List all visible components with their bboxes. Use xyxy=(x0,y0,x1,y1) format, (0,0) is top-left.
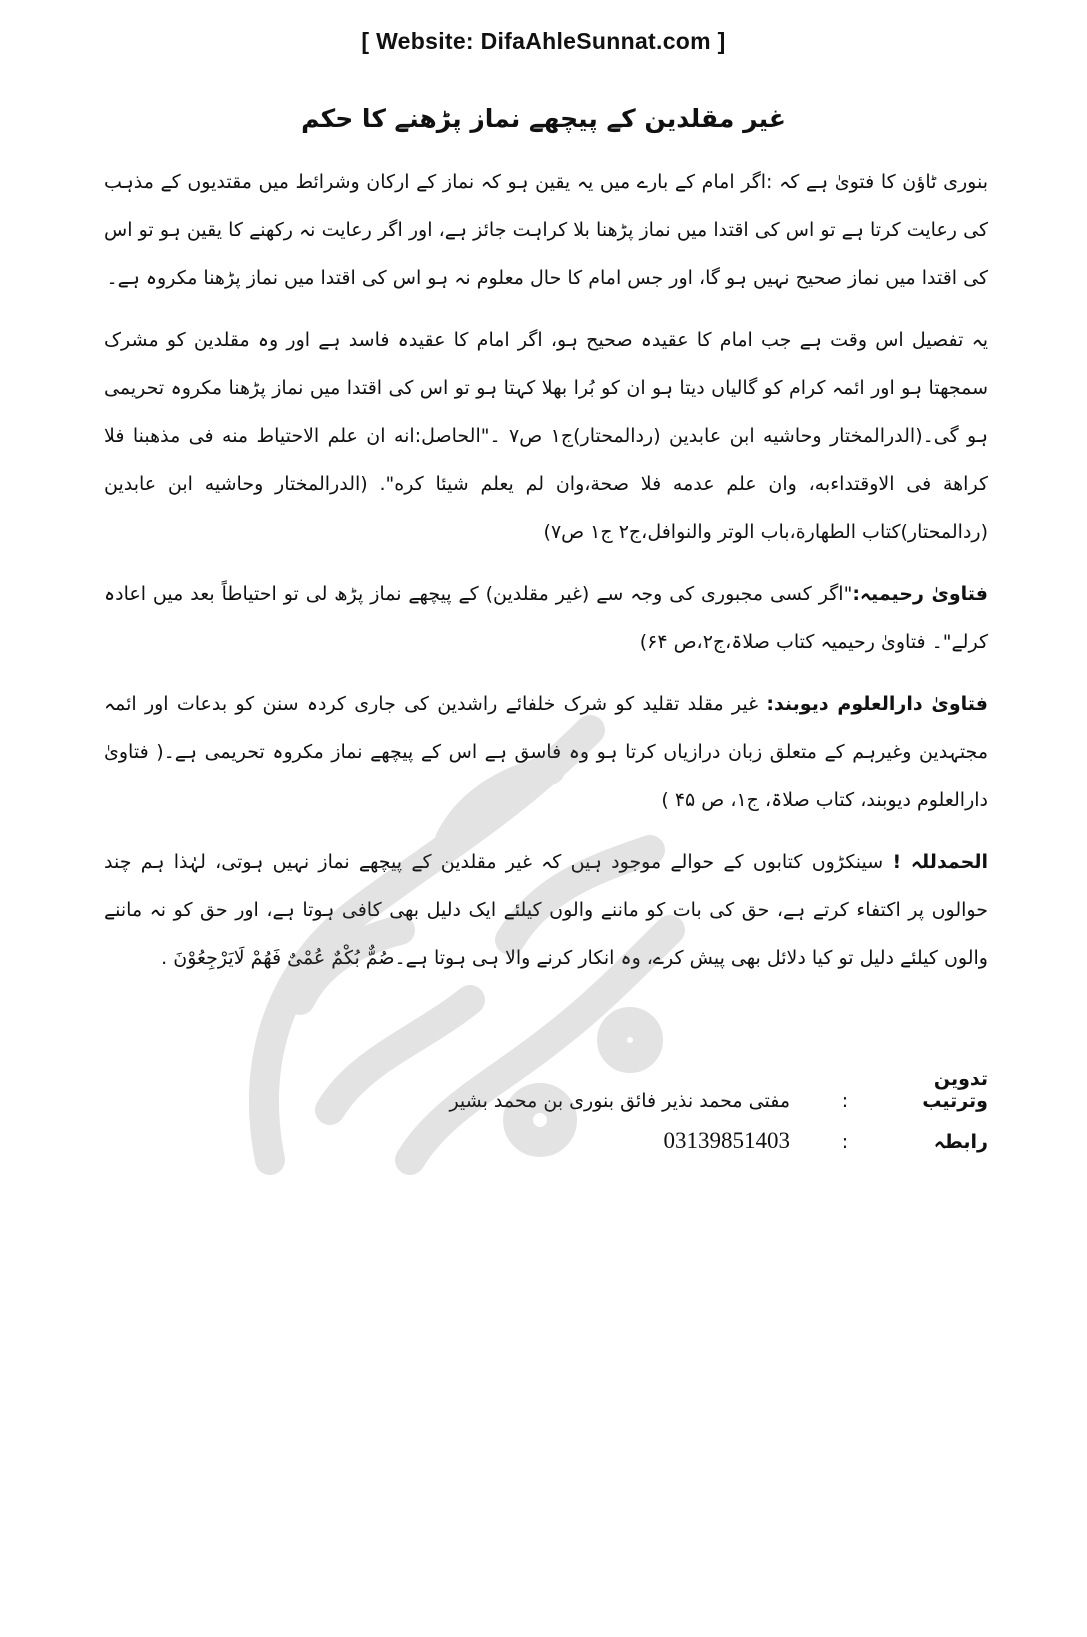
page-title: غیر مقلدین کے پیچھے نماز پڑھنے کا حکم xyxy=(301,104,786,133)
compiler-credit xyxy=(449,1068,988,1112)
paragraph-text: بنوری ٹاؤن کا فتویٰ ہے کہ :اگر امام کے بارے میں یہ یقین ہو کہ نماز کے ارکان وشرائط میں مقتدیوں کے مذہب کی رعایت کرتا ہے تو اس کی اقتدا میں نماز پڑھنا بلا کراہت جائز ہے، اور اگر رعایت نہ رکھنے کا یقین ہو تو اس کی اقتدا میں نماز صحیح نہیں ہو گا، اور جس امام کا حال معلوم نہ ہو اس کی اقتدا میں نماز پڑھنا مکروہ ہے۔ xyxy=(104,171,988,289)
document-body xyxy=(104,158,988,996)
paragraph-conclusion xyxy=(104,838,988,982)
paragraph-text: "اگر کسی مجبوری کی وجہ سے (غیر مقلدین) کے پیچھے نماز پڑھ لی تو احتیاطاً بعد میں اعادہ کرلے"۔ فتاویٰ رحیمیہ کتاب صلاۃ،ج۲،ص ۶۴) xyxy=(104,583,988,653)
contact-phone: 03139851403 xyxy=(663,1128,790,1153)
contact-credit xyxy=(664,1128,989,1154)
compiler-name: مفتی محمد نذیر فائق بنوری بن محمد بشیر xyxy=(449,1090,790,1112)
paragraph-text: سینکڑوں کتابوں کے حوالے موجود ہیں کہ غیر مقلدین کے پیچھے نماز نہیں ہوتی، لہٰذا ہم چند حوالوں پر اکتفاء کرتے ہے، حق کی بات کو ماننے والوں کیلئے ایک دلیل بھی کافی ہوتا ہے، اور حق کو نہ ماننے والوں کیلئے دلیل تو کیا دلائل بھی پیش کرے، وہ انکار کرنے والا ہی ہوتا ہے۔صُمٌّ بُکْمٌ عُمْیٌ فَھُمْ لَایَرْجِعُوْنَ . xyxy=(104,851,988,969)
paragraph-lead: فتاویٰ دارالعلوم دیوبند: xyxy=(766,693,988,715)
paragraph-fatawa-deoband xyxy=(104,680,988,824)
compiler-colon: : xyxy=(841,1090,849,1112)
compiler-label: تدوین وترتیب xyxy=(922,1068,988,1112)
paragraph-lead: فتاویٰ رحیمیہ: xyxy=(852,583,988,605)
paragraph-text: یہ تفصیل اس وقت ہے جب امام کا عقیدہ صحیح ہو، اگر امام کا عقیدہ فاسد ہے اور وہ مقلدین کو مشرک سمجھتا ہو اور ائمہ کرام کو گالیاں دیتا ہو ان کو بُرا بھلا کہتا ہو تو اس کی اقتدا میں نماز پڑھنا مکروہ تحریمی ہو گی۔(الدرالمختار وحاشیه ابن عابدین (ردالمحتار)ج۱ ص۷ ۔"الحاصل:انه ان علم الاحتیاط منه فی مذهبنا فلا کراهة فی الاوقتداءبه، وان علم عدمه فلا صحة،وان لم یعلم شیئا کره". (الدرالمختار وحاشیه ابن عابدین (ردالمحتار)کتاب الطهارة،باب الوتر والنوافل،ج۲ ج۱ ص۷) xyxy=(104,329,988,543)
paragraph-lead: الحمدللہ ! xyxy=(892,851,988,873)
contact-label: رابطہ xyxy=(933,1131,988,1153)
paragraph-details xyxy=(104,316,988,556)
paragraph-banuri-fatwa xyxy=(104,158,988,302)
paragraph-fatawa-rahimiya xyxy=(104,570,988,666)
contact-colon: : xyxy=(841,1131,849,1153)
paragraph-text: غیر مقلد تقلید کو شرک خلفائے راشدین کی جاری کردہ سنن کو بدعات اور ائمہ مجتہدین وغیرہم کے متعلق زبان درازیاں کرتا ہو وہ فاسق ہے اس کے پیچھے نماز مکروہ تحریمی ہے۔( فتاویٰ دارالعلوم دیوبند، کتاب صلاۃ، ج۱، ص ۴۵ ) xyxy=(104,693,988,811)
website-header: [ Website: DifaAhleSunnat.com ] xyxy=(361,28,726,54)
